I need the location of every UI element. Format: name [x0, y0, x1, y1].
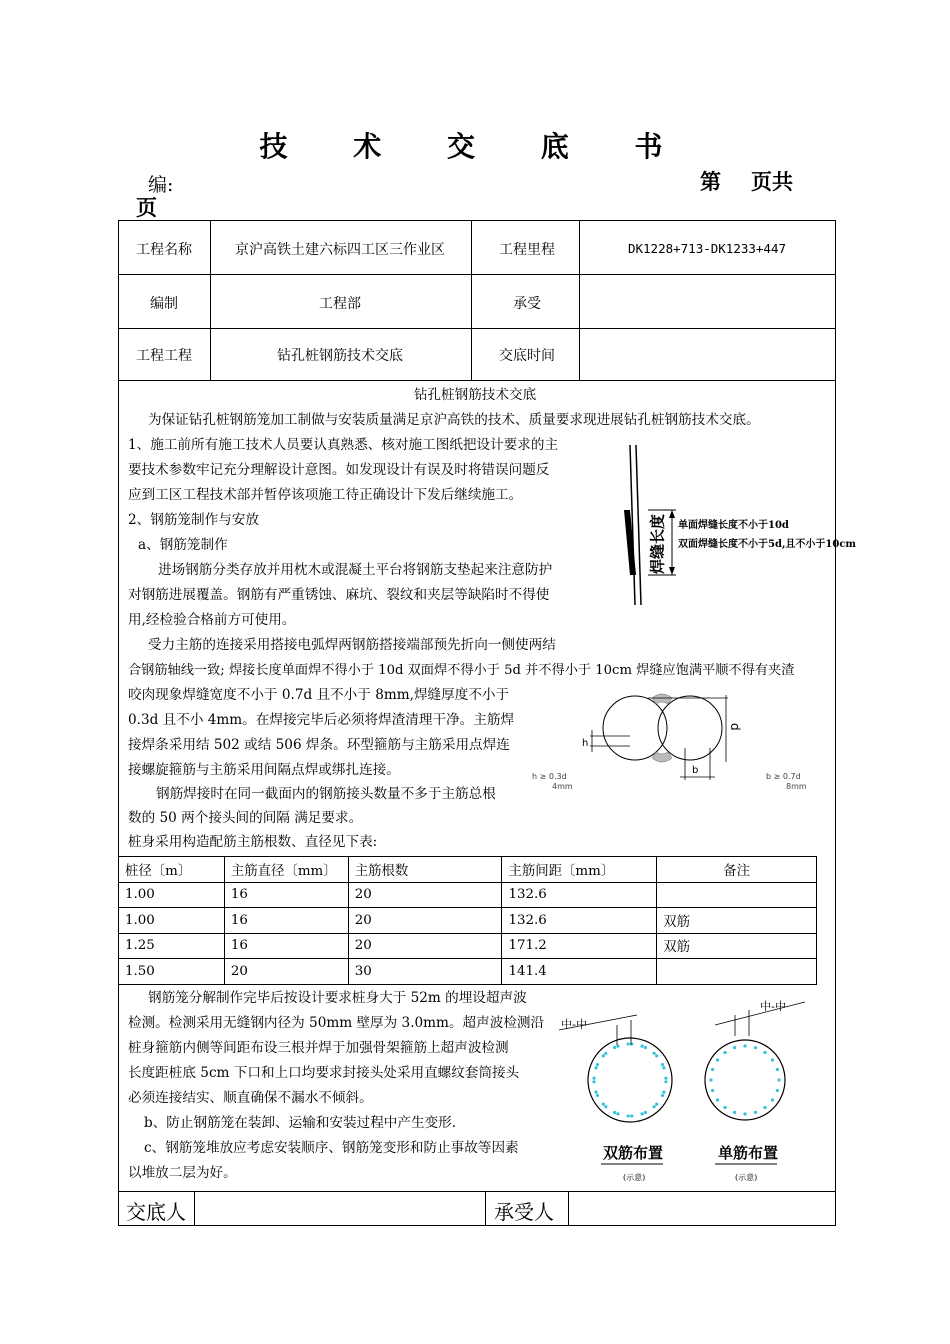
rebar-dot	[661, 1063, 664, 1066]
table-header: 主筋间距〔mm〕	[502, 857, 657, 883]
rebar-dot	[655, 1103, 658, 1106]
p5-line-3: 桩身采用构造配筋主筋根数、直径见下表:	[128, 834, 378, 850]
rebar-dot	[627, 1042, 630, 1045]
giver-label: 交底人	[126, 1200, 186, 1224]
p6-line-3: 桩身箍筋内侧等间距布设三根并焊于加强骨架箍筋上超声波检测	[128, 1040, 509, 1056]
rebar-line-2	[636, 445, 641, 605]
rebar-dot	[662, 1066, 665, 1069]
table-cell: 141.4	[502, 959, 657, 985]
p1-line-2: 要技术参数牢记充分理解设计意图。如发现设计有误及时将错误问题反	[128, 462, 550, 478]
rebar-dot	[661, 1094, 664, 1097]
taker-label: 承受人	[494, 1200, 554, 1224]
receiver-label: 承受	[513, 295, 541, 312]
table-cell: 132.6	[502, 908, 657, 934]
rebar-dot	[602, 1054, 605, 1057]
document-title: 技 术 交 底 书	[259, 130, 691, 163]
b-formula: b ≥ 0.7d	[766, 772, 801, 781]
dim-d-letter: d	[728, 723, 742, 731]
table-cell: 1.00	[119, 882, 225, 908]
table-cell: 16	[224, 933, 348, 959]
rebar-dot	[754, 1046, 757, 1049]
arrow-down-icon	[669, 567, 675, 575]
rebar-dot	[777, 1078, 780, 1081]
dim-h-letter: h	[582, 738, 589, 749]
rebar-dot	[716, 1058, 719, 1061]
rebar-dot	[616, 1112, 619, 1115]
time-value	[579, 329, 835, 381]
table-header: 主筋直径〔mm〕	[224, 857, 348, 883]
rebar-dot	[776, 1068, 779, 1071]
single-bar-title: 单筋布置	[718, 1144, 779, 1162]
rebar-dot	[709, 1078, 712, 1081]
p5-line-2: 数的 50 两个接头间的间隔 满足要求。	[128, 810, 363, 826]
rebar-dot	[604, 1105, 607, 1108]
right-section-label: 中-中	[760, 1000, 786, 1013]
rebar-dot	[743, 1044, 746, 1047]
table-cell: 1.50	[119, 959, 225, 985]
single-bar-subtitle: (示意)	[735, 1173, 758, 1182]
p4-line-2: 合钢筋轴线一致; 焊接长度单面焊不得小于 10d 双面焊不得小于 5d 并不得小于 10cm 焊缝应饱满平顺不得有夹渣	[128, 663, 795, 678]
rebar-dot	[743, 1112, 746, 1115]
p6-line-5: 必须连接结实、顺直确保不漏水不倾斜。	[128, 1090, 373, 1106]
p3-line-1: 进场钢筋分类存放并用枕木或混凝土平台将钢筋支垫起来注意防护	[158, 562, 553, 578]
p4-line-4: 0.3d 且不小 4mm。在焊接完毕后必须将焊渣清理干净。主筋焊	[128, 712, 515, 728]
reinforcement-table	[118, 856, 817, 985]
compiler-label: 编制	[150, 295, 178, 312]
p6-line-2: 检测。检测采用无缝钢内径为 50mm 壁厚为 3.0mm。超声波检测沿	[128, 1015, 545, 1031]
b-formula-sub: 8mm	[786, 782, 807, 791]
item-value: 钻孔桩钢筋技术交底	[277, 348, 403, 364]
p8-line-2: 以堆放二层为好。	[128, 1165, 237, 1181]
rebar-dot	[711, 1089, 714, 1092]
table-cell: 16	[224, 908, 348, 934]
table-cell	[657, 959, 817, 985]
table-header: 备注	[657, 857, 817, 883]
p6-line-4: 长度距桩底 5cm 下口和上口均要求封接头处采用直螺纹套筒接头	[128, 1065, 520, 1081]
table-header: 主筋根数	[348, 857, 502, 883]
table-cell: 171.2	[502, 933, 657, 959]
rebar-circle-right	[658, 696, 722, 760]
table-cell: 20	[348, 908, 502, 934]
rebar-dot	[754, 1111, 757, 1114]
rebar-dot	[613, 1046, 616, 1049]
table-cell: 1.25	[119, 933, 225, 959]
weld-section-diagram	[530, 680, 835, 795]
h-formula: h ≥ 0.3d	[532, 772, 567, 781]
table-cell: 20	[348, 882, 502, 908]
weld-note-1: 单面焊缝长度不小于10d	[678, 520, 789, 531]
rebar-dot	[763, 1106, 766, 1109]
p5-line-1: 钢筋焊接时在同一截面内的钢筋接头数量不多于主筋总根	[156, 786, 496, 802]
project-name-value: 京沪高铁土建六标四工区三作业区	[235, 241, 445, 258]
rebar-dot	[640, 1112, 643, 1115]
compiler-number-label: 编:	[148, 174, 174, 196]
weld-note-2: 双面焊缝长度不小于5d,且不小于10cm	[678, 539, 857, 550]
rebar-dot	[602, 1103, 605, 1106]
project-name-label: 工程名称	[136, 241, 192, 258]
table-cell: 16	[224, 882, 348, 908]
rebar-dot	[596, 1094, 599, 1097]
content-heading: 钻孔桩钢筋技术交底	[413, 387, 537, 403]
single-bar-dots	[709, 1044, 780, 1115]
rebar-dot	[771, 1058, 774, 1061]
rebar-dot	[716, 1098, 719, 1101]
table-header-row	[119, 857, 817, 883]
item-label: 工程工程	[136, 348, 192, 364]
p3-line-3: 用,经检验合格前方可使用。	[128, 612, 296, 628]
table-cell: 1.00	[119, 908, 225, 934]
rebar-dot	[763, 1051, 766, 1054]
rebar-dot	[662, 1090, 665, 1093]
page-ye: 页	[136, 195, 157, 220]
weld-length-diagram	[610, 440, 857, 610]
cage-layout-diagram	[555, 990, 835, 1190]
weld-bottom	[652, 752, 672, 762]
rebar-dot	[592, 1080, 595, 1083]
rebar-dot	[604, 1052, 607, 1055]
rebar-dot	[644, 1046, 647, 1049]
table-cell: 双筋	[657, 908, 817, 934]
table-cell: 20	[348, 933, 502, 959]
p8-line-1: c、钢筋笼堆放应考虑安装顺序、钢筋笼变形和防止事故等因素	[144, 1140, 519, 1156]
double-bar-dots	[592, 1042, 667, 1117]
rebar-dot	[653, 1105, 656, 1108]
p4-line-5: 接焊条采用结 502 或结 506 焊条。环型箍筋与主筋采用点焊连	[128, 737, 510, 753]
rebar-dot	[630, 1114, 633, 1117]
rebar-dot	[655, 1054, 658, 1057]
p1-line-1: 1、施工前所有施工技术人员要认真熟悉、核对施工图纸把设计要求的主	[128, 437, 559, 453]
double-bar-title: 双筋布置	[603, 1144, 664, 1162]
time-label: 交底时间	[499, 348, 555, 364]
rebar-dot	[613, 1111, 616, 1114]
rebar-dot	[776, 1089, 779, 1092]
arrow-up-icon	[669, 510, 675, 518]
p2a-heading: a、钢筋笼制作	[138, 537, 228, 553]
rebar-dot	[771, 1098, 774, 1101]
rebar-dot	[653, 1052, 656, 1055]
rebar-dot	[723, 1106, 726, 1109]
rebar-dot	[594, 1066, 597, 1069]
p4-line-6: 接螺旋箍筋与主筋采用间隔点焊或绑扎连接。	[128, 762, 400, 778]
rebar-dot	[723, 1051, 726, 1054]
single-bar-hoop	[705, 1040, 785, 1120]
p1-line-3: 应到工区工程技术部并暂停该项施工待正确设计下发后继续施工。	[128, 487, 523, 503]
table-cell	[657, 882, 817, 908]
double-bar-subtitle: (示意)	[623, 1173, 646, 1182]
table-cell: 132.6	[502, 882, 657, 908]
p4-line-3: 咬肉现象焊缝宽度不小于 0.7d 且不小于 8mm,焊缝厚度不小于	[128, 687, 510, 703]
weld-top	[652, 694, 672, 704]
table-cell: 30	[348, 959, 502, 985]
h-formula-sub: 4mm	[552, 782, 573, 791]
rebar-dot	[640, 1044, 643, 1047]
compiler-value: 工程部	[319, 295, 361, 312]
rebar-dot	[627, 1114, 630, 1117]
mileage-label: 工程里程	[499, 241, 555, 258]
p2-heading: 2、钢筋笼制作与安放	[128, 512, 259, 528]
intro-paragraph: 为保证钻孔桩钢筋笼加工制做与安装质量满足京沪高铁的技术、质量要求现进展钻孔桩钢筋技术交底。	[148, 412, 760, 428]
page-ye-gong: 页共	[751, 169, 793, 194]
rebar-dot	[733, 1111, 736, 1114]
page-number-info	[700, 166, 793, 196]
p3-line-2: 对钢筋进展覆盖。钢筋有严重锈蚀、麻坑、裂纹和夹层等缺陷时不得使	[128, 587, 550, 603]
page-di: 第	[700, 169, 721, 194]
receiver-value	[579, 276, 835, 329]
weld-length-label: 焊缝长度	[648, 513, 667, 575]
table-row	[119, 933, 817, 959]
rebar-dot	[644, 1111, 647, 1114]
table-cell: 20	[224, 959, 348, 985]
rebar-dot	[733, 1046, 736, 1049]
left-section-label: 中-中	[561, 1018, 587, 1031]
mileage-value: DK1228+713-DK1233+447	[627, 241, 787, 256]
table-row	[119, 882, 817, 908]
dim-b-letter: b	[692, 765, 699, 776]
double-bar-hoop	[588, 1038, 672, 1122]
rebar-dot	[664, 1077, 667, 1080]
p6-line-1: 钢筋笼分解制作完毕后按设计要求桩身大于 52m 的埋设超声波	[148, 990, 527, 1006]
table-cell: 双筋	[657, 933, 817, 959]
rebar-dot	[596, 1063, 599, 1066]
p4-line-1: 受力主筋的连接采用搭接电弧焊两钢筋搭接端部预先折向一侧使两结	[148, 637, 556, 653]
rebar-dot	[711, 1068, 714, 1071]
rebar-circle-left	[603, 696, 667, 760]
rebar-dot	[664, 1080, 667, 1083]
table-header: 桩径〔m〕	[119, 857, 225, 883]
rebar-dot	[594, 1090, 597, 1093]
table-row	[119, 959, 817, 985]
weld-seam	[624, 510, 636, 575]
p7-line: b、防止钢筋笼在装卸、运输和安装过程中产生变形.	[144, 1115, 457, 1131]
table-row	[119, 908, 817, 934]
rebar-dot	[592, 1077, 595, 1080]
